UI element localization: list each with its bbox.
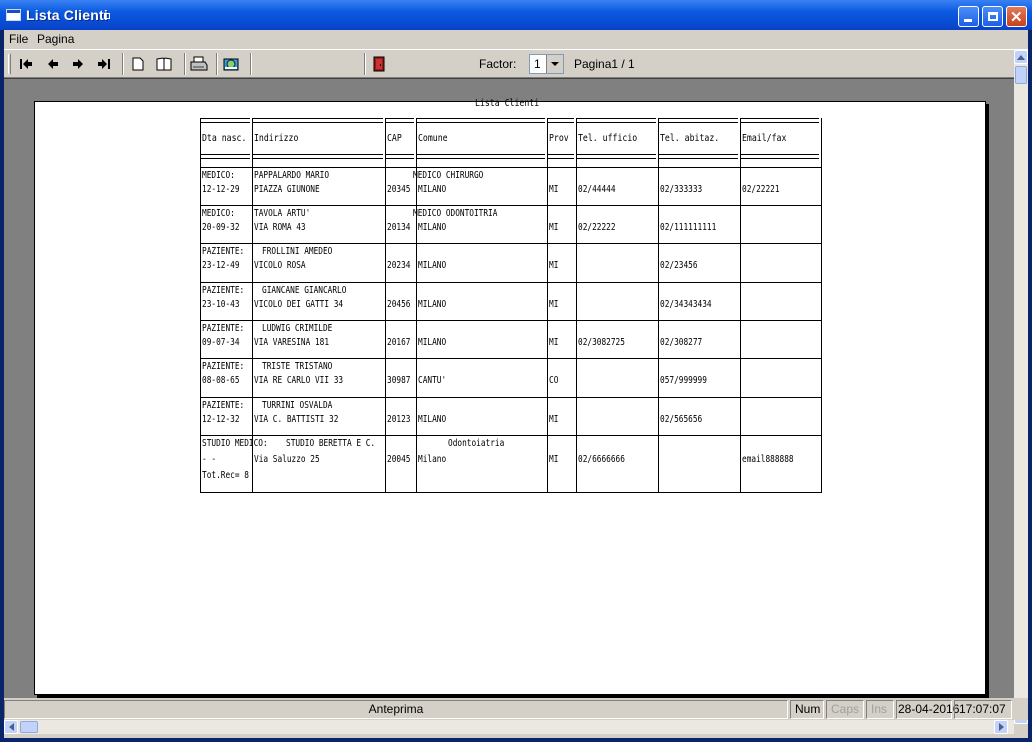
column-header: Tel. ufficio — [578, 133, 638, 144]
row-line2-cell: 02/3082725 — [578, 337, 625, 348]
row-line2-cell: 20045 — [387, 454, 411, 465]
status-num: Num — [790, 700, 824, 719]
column-divider — [576, 118, 577, 493]
row-line1-cell: PAZIENTE: — [202, 246, 245, 257]
status-time: 17:07:07 — [954, 700, 1012, 719]
header-rule — [659, 122, 738, 123]
row-line2-cell: 02/6666666 — [578, 454, 625, 465]
row-line2-cell: MI — [549, 414, 559, 425]
row-line1-cell: TURRINI OSVALDA — [262, 400, 333, 411]
header-rule — [741, 158, 819, 159]
row-line2-cell: 09-07-34 — [202, 337, 240, 348]
toolbar-separator — [122, 53, 124, 75]
row-rule — [200, 282, 821, 283]
window-title: Lista Clienti — [26, 7, 108, 23]
first-page-icon[interactable] — [16, 55, 36, 73]
scroll-up-button[interactable] — [1014, 50, 1028, 64]
row-line2-cell: Via Saluzzo 25 — [254, 454, 320, 465]
row-line1-cell: TAVOLA ARTU' — [254, 208, 311, 219]
row-line2-cell: MILANO — [418, 414, 447, 425]
row-line2-cell: MILANO — [418, 337, 447, 348]
row-line2-cell: CANTU' — [418, 375, 447, 386]
row-line1-cell: TRISTE TRISTANO — [262, 361, 333, 372]
single-page-icon[interactable] — [128, 55, 148, 73]
row-line2-cell: 02/333333 — [660, 184, 703, 195]
column-header: Dta nasc. — [202, 133, 247, 144]
row-line2-cell: MILANO — [418, 184, 447, 195]
header-rule — [548, 118, 574, 119]
close-button[interactable] — [1006, 6, 1027, 27]
row-line2-cell: 02/111111111 — [660, 222, 717, 233]
row-rule — [200, 205, 821, 206]
scroll-left-button[interactable] — [4, 720, 18, 734]
row-line2-cell: 08-08-65 — [202, 375, 240, 386]
row-line1-cell: GIANCANE GIANCARLO — [262, 285, 347, 296]
header-rule — [417, 118, 545, 119]
header-rule — [253, 118, 383, 119]
toolbar-separator — [184, 53, 186, 75]
status-caps: Caps — [826, 700, 864, 719]
row-line2-cell: MI — [549, 222, 559, 233]
toolbar-grip[interactable] — [8, 54, 11, 74]
horizontal-scroll-thumb[interactable] — [20, 721, 38, 733]
row-rule — [200, 435, 821, 436]
row-line2-cell: 20167 — [387, 337, 411, 348]
column-header: Indirizzo — [254, 133, 299, 144]
row-line2-cell: 20456 — [387, 299, 411, 310]
row-line2-cell: 02/34343434 — [660, 299, 712, 310]
header-rule — [741, 118, 819, 119]
row-line2-cell: VIA C. BATTISTI 32 — [254, 414, 339, 425]
row-line2-cell: email888888 — [742, 454, 794, 465]
row-line2-cell: VIA ROMA 43 — [254, 222, 306, 233]
column-divider — [547, 118, 548, 493]
prev-page-icon[interactable] — [43, 55, 63, 73]
column-divider — [821, 118, 822, 493]
header-rule — [577, 122, 656, 123]
column-header: Tel. abitaz. — [660, 133, 720, 144]
header-rule — [577, 154, 656, 155]
column-divider — [740, 118, 741, 493]
last-page-icon[interactable] — [94, 55, 114, 73]
toolbar-separator — [250, 53, 252, 75]
row-line1-cell: Odontoiatria — [448, 438, 505, 449]
app-window-icon[interactable] — [6, 9, 21, 21]
row-line2-cell: MI — [549, 454, 559, 465]
row-line2-cell: 02/565656 — [660, 414, 703, 425]
header-rule — [417, 154, 545, 155]
row-line1-cell: MEDICO CHIRURGO — [413, 170, 484, 181]
menu-pagina[interactable]: Pagina — [37, 32, 75, 46]
exit-door-icon[interactable] — [369, 55, 389, 73]
client-area — [4, 30, 1028, 738]
header-rule — [417, 122, 545, 123]
maximize-button[interactable] — [982, 6, 1003, 27]
column-header: CAP — [387, 133, 402, 144]
row-line2-cell: MILANO — [418, 260, 447, 271]
row-rule — [200, 167, 821, 168]
row-line2-cell: MI — [549, 260, 559, 271]
row-line2-cell: VICOLO ROSA — [254, 260, 306, 271]
row-line1-cell: STUDIO MEDICO: — [202, 438, 268, 449]
toolbar — [4, 49, 1028, 78]
header-rule — [253, 154, 383, 155]
row-line2-cell: 20134 — [387, 222, 411, 233]
row-line2-cell: MI — [549, 299, 559, 310]
row-rule — [200, 358, 821, 359]
column-divider — [385, 118, 386, 493]
row-line2-cell: MI — [549, 337, 559, 348]
horizontal-scrollbar[interactable] — [4, 720, 1014, 734]
header-rule — [386, 154, 414, 155]
header-rule — [201, 118, 250, 119]
row-line2-cell: 12-12-32 — [202, 414, 240, 425]
row-line2-cell: 12-12-29 — [202, 184, 240, 195]
row-line2-cell: VICOLO DEI GATTI 34 — [254, 299, 344, 310]
column-header: Prov — [549, 133, 569, 144]
column-divider — [200, 118, 201, 493]
header-rule — [577, 158, 656, 159]
factor-value: 1 — [534, 57, 541, 71]
header-rule — [659, 118, 738, 119]
header-rule — [386, 118, 414, 119]
row-line2-cell: MI — [549, 184, 559, 195]
toolbar-separator — [364, 53, 366, 75]
row-line1-cell: STUDIO BERETTA E C. — [286, 438, 376, 449]
row-line2-cell: 02/308277 — [660, 337, 703, 348]
header-rule — [548, 158, 574, 159]
minimize-icon — [964, 19, 972, 22]
header-rule — [386, 122, 414, 123]
toolbar-separator — [216, 53, 218, 75]
header-rule — [201, 154, 250, 155]
row-line2-cell: VIA VARESINA 181 — [254, 337, 330, 348]
row-line2-cell: 20-09-32 — [202, 222, 240, 233]
row-line1-cell: MEDICO ODONTOITRIA — [413, 208, 498, 219]
row-rule — [200, 492, 821, 493]
preview-area[interactable] — [4, 78, 1014, 724]
header-rule — [548, 122, 574, 123]
row-line2-cell: 23-12-49 — [202, 260, 240, 271]
report — [35, 98, 987, 696]
row-line1-cell: MEDICO: — [202, 170, 235, 181]
report-title: Lista Clienti — [475, 98, 540, 109]
column-divider — [252, 118, 253, 493]
print-icon[interactable] — [189, 55, 209, 73]
row-line2-cell: 02/44444 — [578, 184, 616, 195]
row-line2-cell: 02/23456 — [660, 260, 698, 271]
factor-select[interactable] — [529, 54, 564, 74]
row-line1-cell: PAZIENTE: — [202, 323, 245, 334]
row-line2-cell: 20123 — [387, 414, 411, 425]
header-rule — [201, 158, 250, 159]
header-rule — [741, 154, 819, 155]
status-bar — [4, 698, 1028, 720]
header-rule — [659, 154, 738, 155]
header-rule — [659, 158, 738, 159]
scroll-right-button[interactable] — [994, 720, 1008, 734]
minimize-button[interactable] — [958, 6, 979, 27]
title-square-icon — [104, 13, 110, 19]
vertical-scroll-thumb[interactable] — [1015, 66, 1027, 84]
factor-label: Factor: — [479, 57, 517, 71]
header-rule — [741, 122, 819, 123]
row-line2-cell: 057/999999 — [660, 375, 707, 386]
row-line2-cell: 02/22221 — [742, 184, 780, 195]
menu-bar — [4, 30, 1028, 49]
row-rule — [200, 320, 821, 321]
row-line2-cell: VIA RE CARLO VII 33 — [254, 375, 344, 386]
row-line1-cell: LUDWIG CRIMILDE — [262, 323, 333, 334]
row-line1-cell: PAZIENTE: — [202, 361, 245, 372]
export-icon[interactable] — [222, 55, 242, 73]
report-page — [34, 98, 986, 695]
maximize-icon — [988, 12, 998, 21]
row-rule — [200, 397, 821, 398]
header-rule — [548, 154, 574, 155]
row-line2-cell: 20345 — [387, 184, 411, 195]
vertical-scrollbar[interactable] — [1014, 50, 1028, 724]
row-line1-cell: PAZIENTE: — [202, 400, 245, 411]
close-icon: ✕ — [1010, 9, 1023, 26]
row-line2-cell: MILANO — [418, 299, 447, 310]
menu-file[interactable]: File — [9, 32, 29, 46]
header-rule — [417, 158, 545, 159]
row-line1-cell: FROLLINI AMEDEO — [262, 246, 333, 257]
status-mode: Anteprima — [4, 700, 788, 719]
row-line1-cell: PAPPALARDO MARIO — [254, 170, 330, 181]
row-line2-cell: 23-10-43 — [202, 299, 240, 310]
column-header: Email/fax — [742, 133, 787, 144]
header-rule — [577, 118, 656, 119]
row-line2-cell: 02/22222 — [578, 222, 616, 233]
header-rule — [386, 158, 414, 159]
two-pages-icon[interactable] — [154, 55, 174, 73]
header-rule — [253, 122, 383, 123]
row-line1-cell: PAZIENTE: — [202, 285, 245, 296]
column-header: Comune — [418, 133, 448, 144]
header-rule — [253, 158, 383, 159]
row-line2-cell: - - — [202, 454, 217, 465]
row-line2-cell: CO — [549, 375, 559, 386]
row-line2-cell: 30987 — [387, 375, 411, 386]
chevron-down-icon[interactable] — [546, 55, 563, 73]
row-rule — [200, 243, 821, 244]
total-records: Tot.Rec= 8 — [202, 470, 249, 481]
column-divider — [658, 118, 659, 493]
row-line2-cell: PIAZZA GIUNONE — [254, 184, 320, 195]
row-line2-cell: MILANO — [418, 222, 447, 233]
page-indicator: Pagina1 / 1 — [574, 57, 635, 71]
row-line1-cell: MEDICO: — [202, 208, 235, 219]
next-page-icon[interactable] — [68, 55, 88, 73]
row-line2-cell: Milano — [418, 454, 447, 465]
status-ins: Ins — [866, 700, 894, 719]
status-date: 28-04-2016 — [896, 700, 952, 719]
header-rule — [201, 122, 250, 123]
row-line2-cell: 20234 — [387, 260, 411, 271]
title-bar[interactable] — [0, 0, 1032, 30]
